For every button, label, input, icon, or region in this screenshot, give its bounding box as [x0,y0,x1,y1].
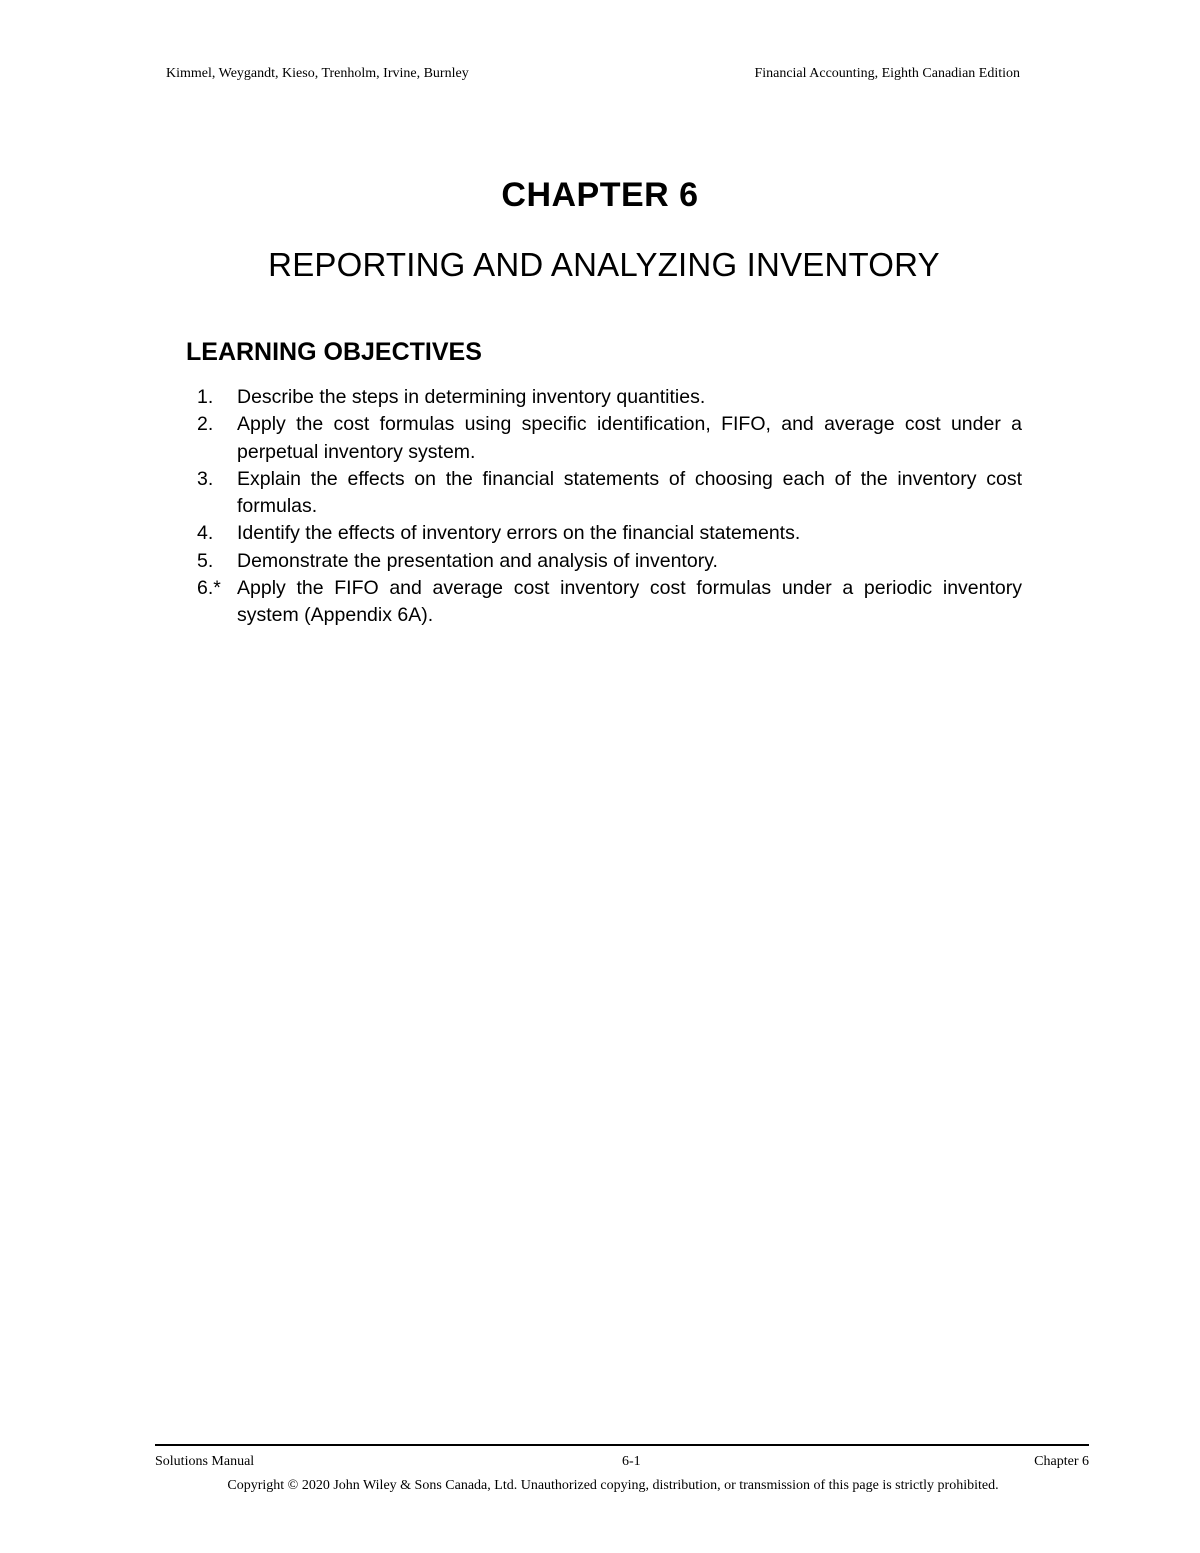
footer-manual-label: Solutions Manual [155,1454,255,1469]
list-item [186,520,1022,547]
list-item [186,411,1022,466]
objective-text: Apply the cost formulas using specific identification, FIFO, and average cost under a perpetual inventory system. [237,413,1022,463]
objective-text: Identify the effects of inventory errors on the financial statements. [237,522,801,545]
list-item [186,548,1022,575]
objective-number: 2. [197,413,214,436]
objective-text: Explain the effects on the financial statements of choosing each of the inventory cost formulas. [237,467,1022,518]
objective-text: Apply the FIFO and average cost inventory cost formulas under a periodic inventory system (Appendix 6A). [237,577,1022,627]
list-item [186,466,1022,521]
list-item [186,384,1022,411]
running-header-book-title: Financial Accounting, Eighth Canadian Edition [754,66,1020,81]
list-item [186,575,1022,630]
objective-text: Demonstrate the presentation and analysis of inventory. [237,549,718,572]
footer-chapter-label: Chapter 6 [1034,1454,1089,1469]
running-header-authors: Kimmel, Weygandt, Kieso, Trenholm, Irvine, Burnley [166,66,469,81]
objective-number: 3. [197,467,214,490]
objective-number: 6.* [197,577,221,600]
copyright-notice: Copyright © 2020 John Wiley & Sons Canada, Ltd. Unauthorized copying, distribution, or transmission of this page is strictly prohibited. [227,1478,999,1493]
learning-objectives-list [186,384,1022,630]
objective-number: 5. [197,549,214,572]
footer-divider [155,1444,1089,1446]
chapter-title: REPORTING AND ANALYZING INVENTORY [268,246,940,283]
learning-objectives-heading: LEARNING OBJECTIVES [186,338,482,366]
objective-number: 1. [197,386,214,408]
objective-number: 4. [197,522,214,545]
objective-text: Describe the steps in determining inventory quantities. [237,386,706,408]
page-number: 6-1 [622,1454,641,1469]
chapter-number: CHAPTER 6 [501,176,699,214]
